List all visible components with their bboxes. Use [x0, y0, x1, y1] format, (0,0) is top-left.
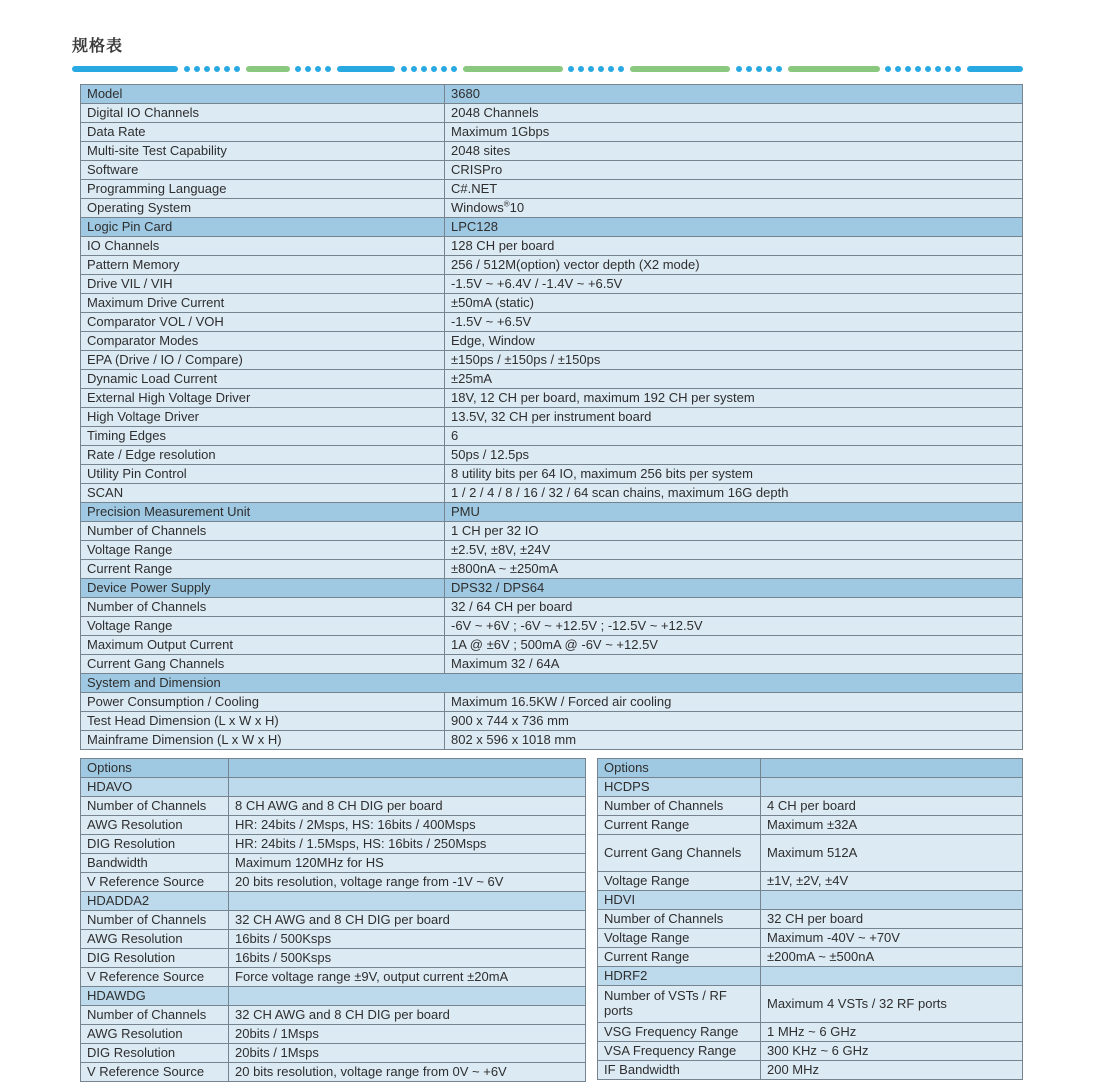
spec-label: Power Consumption / Cooling: [81, 693, 445, 712]
divider-dot: [746, 66, 752, 72]
subheader-row: [598, 967, 1023, 986]
spec-label: Current Gang Channels: [598, 835, 761, 872]
spec-value: ±200mA ~ ±500nA: [761, 948, 1023, 967]
spec-value: CRISPro: [445, 161, 1023, 180]
divider-dot: [885, 66, 891, 72]
spec-value: Maximum 120MHz for HS: [229, 854, 586, 873]
divider-dot: [915, 66, 921, 72]
spec-row: [81, 104, 1023, 123]
spec-value: Maximum 4 VSTs / 32 RF ports: [761, 986, 1023, 1023]
divider-dot: [618, 66, 624, 72]
divider-dot: [421, 66, 427, 72]
divider-dot-group: [885, 66, 961, 72]
spec-label: Number of Channels: [81, 1006, 229, 1025]
divider-dot: [234, 66, 240, 72]
spec-value: -6V ~ +6V ; -6V ~ +12.5V ; -12.5V ~ +12.5V: [445, 617, 1023, 636]
spec-row: [81, 275, 1023, 294]
spec-label: Test Head Dimension (L x W x H): [81, 712, 445, 731]
section-title: HCDPS: [598, 778, 761, 797]
divider-dot: [776, 66, 782, 72]
section-title: HDADDA2: [81, 892, 229, 911]
divider-dot: [315, 66, 321, 72]
header-row: [81, 579, 1023, 598]
spec-label: AWG Resolution: [81, 816, 229, 835]
decorative-divider: [72, 65, 1023, 72]
header-row: [81, 218, 1023, 237]
spec-label: Utility Pin Control: [81, 465, 445, 484]
spec-label: VSG Frequency Range: [598, 1023, 761, 1042]
spec-value: 32 CH AWG and 8 CH DIG per board: [229, 1006, 586, 1025]
divider-bar: [246, 66, 290, 72]
spec-row: [81, 180, 1023, 199]
spec-row: [81, 560, 1023, 579]
spec-row: [81, 123, 1023, 142]
spec-label: EPA (Drive / IO / Compare): [81, 351, 445, 370]
divider-bar: [788, 66, 880, 72]
spec-row: [81, 332, 1023, 351]
spec-value: 8 CH AWG and 8 CH DIG per board: [229, 797, 586, 816]
spec-row: [598, 797, 1023, 816]
section-title: Model: [81, 85, 445, 104]
spec-value: Windows®10: [445, 199, 1023, 218]
divider-dot-group: [295, 66, 331, 72]
spec-label: Current Gang Channels: [81, 655, 445, 674]
spec-label: Number of Channels: [598, 910, 761, 929]
spec-row: [81, 256, 1023, 275]
divider-bar: [967, 66, 1023, 72]
divider-dot: [608, 66, 614, 72]
spec-table-main: [80, 84, 1023, 750]
spec-row: [81, 854, 586, 873]
spec-row: [598, 816, 1023, 835]
spec-value: DPS32 / DPS64: [445, 579, 1023, 598]
spec-row: [81, 142, 1023, 161]
spec-value: 50ps / 12.5ps: [445, 446, 1023, 465]
section-title: HDAVO: [81, 778, 229, 797]
spec-value: 900 x 744 x 736 mm: [445, 712, 1023, 731]
spec-label: Digital IO Channels: [81, 104, 445, 123]
spec-label: Maximum Drive Current: [81, 294, 445, 313]
spec-value: 4 CH per board: [761, 797, 1023, 816]
spec-label: V Reference Source: [81, 1063, 229, 1082]
spec-label: SCAN: [81, 484, 445, 503]
divider-dot-group: [568, 66, 624, 72]
spec-value: 8 utility bits per 64 IO, maximum 256 bits per system: [445, 465, 1023, 484]
spec-value: 16bits / 500Ksps: [229, 930, 586, 949]
divider-dot: [756, 66, 762, 72]
spec-row: [81, 294, 1023, 313]
spec-label: Number of Channels: [81, 598, 445, 617]
spec-label: AWG Resolution: [81, 1025, 229, 1044]
divider-dot: [194, 66, 200, 72]
spec-label: V Reference Source: [81, 968, 229, 987]
spec-row: [81, 1025, 586, 1044]
spec-label: Rate / Edge resolution: [81, 446, 445, 465]
divider-dot: [325, 66, 331, 72]
spec-row: [81, 911, 586, 930]
spec-value: 18V, 12 CH per board, maximum 192 CH per system: [445, 389, 1023, 408]
spec-row: [81, 484, 1023, 503]
spec-label: Number of Channels: [598, 797, 761, 816]
spec-label: Current Range: [81, 560, 445, 579]
spec-value: -1.5V ~ +6.4V / -1.4V ~ +6.5V: [445, 275, 1023, 294]
spec-row: [81, 1006, 586, 1025]
spec-value: 32 CH per board: [761, 910, 1023, 929]
spec-value: 32 / 64 CH per board: [445, 598, 1023, 617]
spec-value: ±2.5V, ±8V, ±24V: [445, 541, 1023, 560]
spec-label: Number of Channels: [81, 522, 445, 541]
spec-value: ±1V, ±2V, ±4V: [761, 872, 1023, 891]
spec-row: [598, 929, 1023, 948]
spec-value: C#.NET: [445, 180, 1023, 199]
spec-row: [598, 1061, 1023, 1080]
spec-row: [81, 693, 1023, 712]
divider-dot: [411, 66, 417, 72]
divider-bar: [72, 66, 178, 72]
spec-value: Edge, Window: [445, 332, 1023, 351]
spec-value: Maximum ±32A: [761, 816, 1023, 835]
spec-label: Comparator Modes: [81, 332, 445, 351]
divider-dot: [214, 66, 220, 72]
spec-label: Number of VSTs / RF ports: [598, 986, 761, 1023]
spec-value: -1.5V ~ +6.5V: [445, 313, 1023, 332]
spec-row: [81, 598, 1023, 617]
spec-row: [81, 465, 1023, 484]
header-row: [81, 85, 1023, 104]
section-title: Precision Measurement Unit: [81, 503, 445, 522]
spec-label: Number of Channels: [81, 797, 229, 816]
spec-row: [81, 522, 1023, 541]
spec-value: 200 MHz: [761, 1061, 1023, 1080]
spec-value: 1A @ ±6V ; 500mA @ -6V ~ +12.5V: [445, 636, 1023, 655]
spec-row: [81, 797, 586, 816]
spec-row: [81, 636, 1023, 655]
spec-value: Maximum -40V ~ +70V: [761, 929, 1023, 948]
spec-label: Bandwidth: [81, 854, 229, 873]
spec-label: External High Voltage Driver: [81, 389, 445, 408]
spec-label: Software: [81, 161, 445, 180]
spec-value: HR: 24bits / 1.5Msps, HS: 16bits / 250Msps: [229, 835, 586, 854]
spec-row: [81, 930, 586, 949]
divider-dot: [736, 66, 742, 72]
spec-label: High Voltage Driver: [81, 408, 445, 427]
spec-value: [761, 967, 1023, 986]
spec-label: Current Range: [598, 948, 761, 967]
spec-table-options-left: [80, 758, 586, 1082]
spec-label: Timing Edges: [81, 427, 445, 446]
spec-label: Comparator VOL / VOH: [81, 313, 445, 332]
spec-label: IF Bandwidth: [598, 1061, 761, 1080]
spec-label: Dynamic Load Current: [81, 370, 445, 389]
spec-row: [81, 351, 1023, 370]
divider-dot-group: [401, 66, 457, 72]
spec-label: V Reference Source: [81, 873, 229, 892]
spec-value: [229, 987, 586, 1006]
divider-dot: [578, 66, 584, 72]
divider-dot: [568, 66, 574, 72]
spec-value: Maximum 1Gbps: [445, 123, 1023, 142]
spec-value: [761, 778, 1023, 797]
divider-dot: [588, 66, 594, 72]
spec-row: [598, 948, 1023, 967]
spec-row: [81, 835, 586, 854]
divider-dot: [766, 66, 772, 72]
spec-row: [81, 731, 1023, 750]
spec-label: Voltage Range: [81, 541, 445, 560]
spec-table-options-right: [597, 758, 1023, 1080]
spec-row: [598, 910, 1023, 929]
divider-dot: [224, 66, 230, 72]
spec-row: [81, 873, 586, 892]
spec-value: 2048 Channels: [445, 104, 1023, 123]
section-title: System and Dimension: [81, 674, 1023, 693]
spec-value: 300 KHz ~ 6 GHz: [761, 1042, 1023, 1061]
spec-label: VSA Frequency Range: [598, 1042, 761, 1061]
spec-label: Voltage Range: [598, 872, 761, 891]
spec-value: Maximum 32 / 64A: [445, 655, 1023, 674]
divider-bar: [337, 66, 395, 72]
spec-value: 20bits / 1Msps: [229, 1025, 586, 1044]
spec-value: 16bits / 500Ksps: [229, 949, 586, 968]
section-title: Options: [81, 759, 229, 778]
spec-value: [229, 778, 586, 797]
divider-bar: [463, 66, 563, 72]
subheader-row: [81, 987, 586, 1006]
spec-value: 2048 sites: [445, 142, 1023, 161]
divider-dot: [955, 66, 961, 72]
spec-row: [81, 408, 1023, 427]
spec-value: HR: 24bits / 2Msps, HS: 16bits / 400Msps: [229, 816, 586, 835]
divider-dot: [945, 66, 951, 72]
spec-row: [81, 712, 1023, 731]
subheader-row: [598, 891, 1023, 910]
spec-row: [81, 541, 1023, 560]
divider-dot: [451, 66, 457, 72]
spec-label: Pattern Memory: [81, 256, 445, 275]
divider-dot: [441, 66, 447, 72]
spec-label: Multi-site Test Capability: [81, 142, 445, 161]
spec-value: 1 CH per 32 IO: [445, 522, 1023, 541]
spec-row: [81, 1063, 586, 1082]
spec-row: [598, 872, 1023, 891]
subheader-row: [81, 892, 586, 911]
spec-value: ±800nA ~ ±250mA: [445, 560, 1023, 579]
spec-label: DIG Resolution: [81, 949, 229, 968]
spec-label: DIG Resolution: [81, 835, 229, 854]
section-title: Options: [598, 759, 761, 778]
spec-value: 13.5V, 32 CH per instrument board: [445, 408, 1023, 427]
spec-value: 256 / 512M(option) vector depth (X2 mode): [445, 256, 1023, 275]
header-row: [81, 674, 1023, 693]
spec-value: PMU: [445, 503, 1023, 522]
spec-label: IO Channels: [81, 237, 445, 256]
spec-value: [229, 892, 586, 911]
spec-value: [229, 759, 586, 778]
section-title: Device Power Supply: [81, 579, 445, 598]
divider-bar: [630, 66, 730, 72]
spec-label: Operating System: [81, 199, 445, 218]
header-row: [598, 759, 1023, 778]
section-title: HDAWDG: [81, 987, 229, 1006]
spec-row: [598, 835, 1023, 872]
spec-value: 3680: [445, 85, 1023, 104]
spec-row: [81, 237, 1023, 256]
divider-dot: [401, 66, 407, 72]
spec-row: [81, 389, 1023, 408]
spec-value: ±50mA (static): [445, 294, 1023, 313]
spec-row: [81, 968, 586, 987]
header-row: [81, 503, 1023, 522]
spec-row: [81, 655, 1023, 674]
spec-value: Maximum 512A: [761, 835, 1023, 872]
divider-dot: [295, 66, 301, 72]
spec-value: 1 MHz ~ 6 GHz: [761, 1023, 1023, 1042]
divider-dot-group: [736, 66, 782, 72]
spec-row: [598, 1023, 1023, 1042]
spec-row: [81, 1044, 586, 1063]
spec-label: Mainframe Dimension (L x W x H): [81, 731, 445, 750]
divider-dot: [598, 66, 604, 72]
divider-dot: [204, 66, 210, 72]
spec-value: Maximum 16.5KW / Forced air cooling: [445, 693, 1023, 712]
divider-dot: [905, 66, 911, 72]
divider-dot: [925, 66, 931, 72]
divider-dot: [895, 66, 901, 72]
spec-row: [81, 816, 586, 835]
spec-value: ±25mA: [445, 370, 1023, 389]
spec-value: 20 bits resolution, voltage range from 0V ~ +6V: [229, 1063, 586, 1082]
spec-value: 802 x 596 x 1018 mm: [445, 731, 1023, 750]
spec-value: 6: [445, 427, 1023, 446]
spec-row: [81, 370, 1023, 389]
header-row: [81, 759, 586, 778]
spec-row: [81, 313, 1023, 332]
spec-value: 20bits / 1Msps: [229, 1044, 586, 1063]
page-title: 规格表: [72, 38, 124, 55]
spec-label: Voltage Range: [598, 929, 761, 948]
section-title: HDRF2: [598, 967, 761, 986]
spec-label: DIG Resolution: [81, 1044, 229, 1063]
spec-row: [81, 949, 586, 968]
spec-value: [761, 759, 1023, 778]
spec-row: [81, 446, 1023, 465]
spec-value: Force voltage range ±9V, output current ±20mA: [229, 968, 586, 987]
spec-label: Current Range: [598, 816, 761, 835]
section-title: Logic Pin Card: [81, 218, 445, 237]
spec-label: Drive VIL / VIH: [81, 275, 445, 294]
spec-value: [761, 891, 1023, 910]
spec-label: Number of Channels: [81, 911, 229, 930]
spec-label: Maximum Output Current: [81, 636, 445, 655]
spec-row: [598, 1042, 1023, 1061]
subheader-row: [598, 778, 1023, 797]
spec-value: 20 bits resolution, voltage range from -1V ~ 6V: [229, 873, 586, 892]
spec-value: 1 / 2 / 4 / 8 / 16 / 32 / 64 scan chains, maximum 16G depth: [445, 484, 1023, 503]
spec-value: 32 CH AWG and 8 CH DIG per board: [229, 911, 586, 930]
section-title: HDVI: [598, 891, 761, 910]
divider-dot: [431, 66, 437, 72]
divider-dot-group: [184, 66, 240, 72]
subheader-row: [81, 778, 586, 797]
spec-row: [598, 986, 1023, 1023]
spec-label: Data Rate: [81, 123, 445, 142]
divider-dot: [184, 66, 190, 72]
spec-row: [81, 617, 1023, 636]
spec-row: [81, 199, 1023, 218]
spec-label: Programming Language: [81, 180, 445, 199]
spec-value: ±150ps / ±150ps / ±150ps: [445, 351, 1023, 370]
spec-row: [81, 161, 1023, 180]
spec-value: LPC128: [445, 218, 1023, 237]
divider-dot: [935, 66, 941, 72]
spec-value: 128 CH per board: [445, 237, 1023, 256]
spec-label: AWG Resolution: [81, 930, 229, 949]
spec-label: Voltage Range: [81, 617, 445, 636]
divider-dot: [305, 66, 311, 72]
spec-row: [81, 427, 1023, 446]
